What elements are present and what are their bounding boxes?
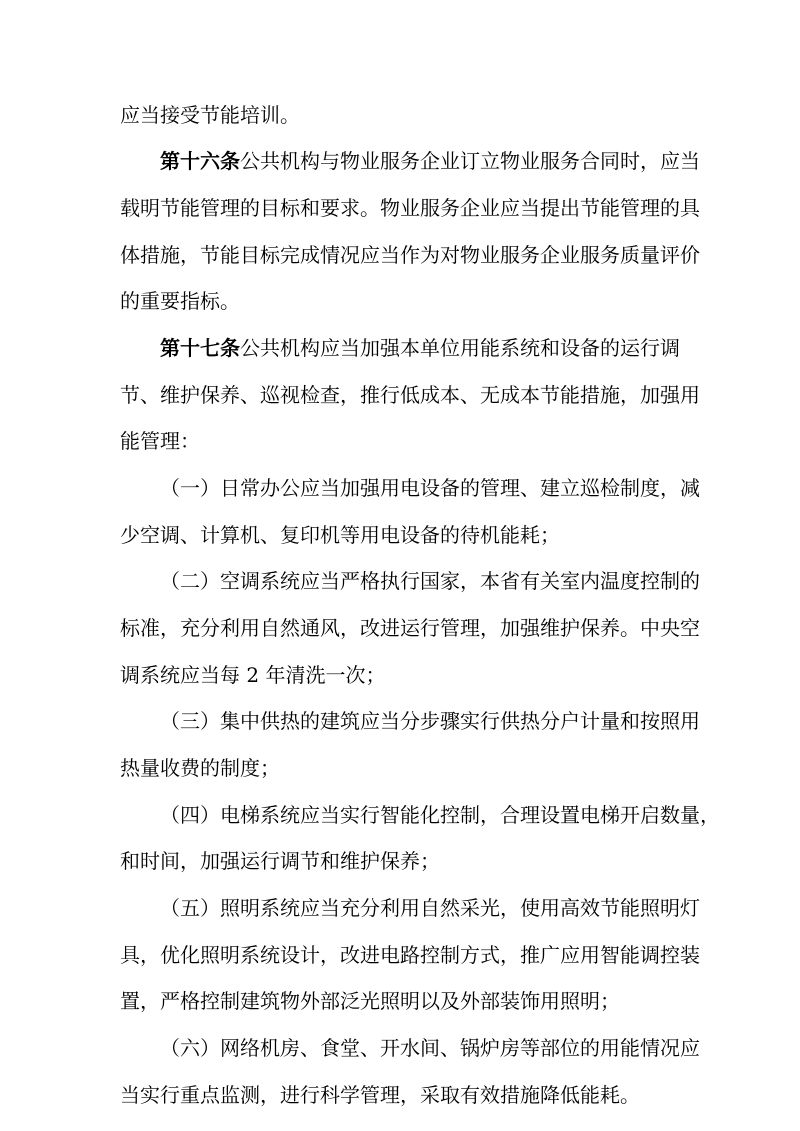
line-text: 热量收费的制度；	[120, 756, 280, 780]
line-text: 调系统应当每 2 年清洗一次；	[120, 663, 386, 687]
line-text: 载明节能管理的目标和要求。物业服务企业应当提出节能管理的具	[120, 196, 700, 220]
item-6-line	[0, 1036, 800, 1060]
line-text: 少空调、计算机、复印机等用电设备的待机能耗；	[120, 523, 560, 547]
article-17-heading-line	[0, 336, 800, 360]
line-text: 具，优化照明系统设计，改进电路控制方式，推广应用智能调控装	[120, 943, 700, 967]
text-line	[0, 989, 800, 1013]
line-text: 标准，充分利用自然通风，改进运行管理，加强维护保养。中央空	[120, 616, 700, 640]
text-line	[0, 663, 800, 687]
text-line	[0, 616, 800, 640]
line-text: 应当接受节能培训。	[120, 103, 300, 127]
line-text: 的重要指标。	[120, 289, 240, 313]
line-text: 当实行重点监测，进行科学管理，采取有效措施降低能耗。	[120, 1083, 640, 1107]
line-text: （三）集中供热的建筑应当分步骤实行供热分户计量和按照用	[160, 709, 700, 733]
text-line	[0, 383, 800, 407]
text-line	[0, 429, 800, 453]
article-16-heading-line	[0, 149, 800, 173]
text-line	[0, 943, 800, 967]
line-text: 能管理：	[120, 429, 200, 453]
text-line	[0, 849, 800, 873]
line-text: 和时间，加强运行调节和维护保养；	[120, 849, 440, 873]
line-text: 体措施，节能目标完成情况应当作为对物业服务企业服务质量评价	[120, 243, 700, 267]
item-1-line	[0, 476, 800, 500]
text-line	[0, 243, 800, 267]
line-text: （一）日常办公应当加强用电设备的管理、建立巡检制度，减	[160, 476, 700, 500]
text-line	[0, 103, 800, 127]
article-number: 第十六条	[160, 149, 240, 173]
text-line	[0, 289, 800, 313]
article-number: 第十七条	[160, 336, 240, 360]
text-line	[0, 1083, 800, 1107]
line-text: 节、维护保养、巡视检查，推行低成本、无成本节能措施，加强用	[120, 383, 700, 407]
text-line	[0, 523, 800, 547]
item-5-line	[0, 896, 800, 920]
line-text: （二）空调系统应当严格执行国家，本省有关室内温度控制的	[160, 569, 700, 593]
item-3-line	[0, 709, 800, 733]
text-line	[0, 756, 800, 780]
line-text: （四）电梯系统应当实行智能化控制，合理设置电梯开启数量，	[160, 803, 720, 827]
text-line	[0, 196, 800, 220]
item-4-line	[0, 803, 800, 827]
line-text: 公共机构与物业服务企业订立物业服务合同时，应当	[240, 149, 700, 173]
line-text: 置，严格控制建筑物外部泛光照明以及外部装饰用照明；	[120, 989, 620, 1013]
item-2-line	[0, 569, 800, 593]
line-text: （六）网络机房、食堂、开水间、锅炉房等部位的用能情况应	[160, 1036, 700, 1060]
line-text: 公共机构应当加强本单位用能系统和设备的运行调	[240, 336, 680, 360]
line-text: （五）照明系统应当充分利用自然采光，使用高效节能照明灯	[160, 896, 700, 920]
